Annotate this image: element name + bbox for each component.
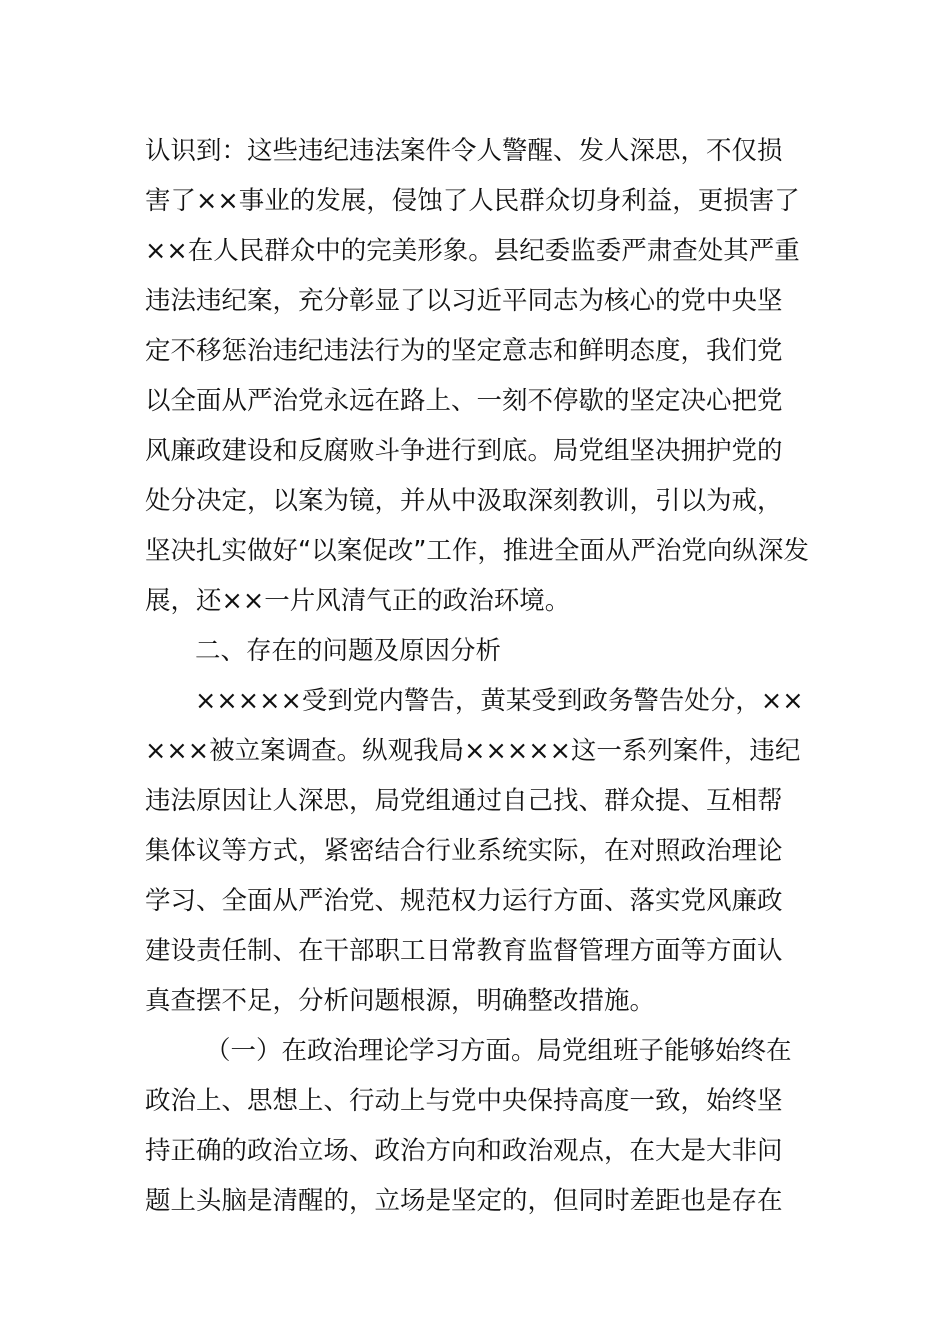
body-text-line: 违法违纪案，充分彰显了以习近平同志为核心的党中央坚 (145, 286, 783, 316)
body-text-line: 题上头脑是清醒的，立场是坚定的，但同时差距也是存在 (145, 1186, 783, 1216)
body-text-line: 违法原因让人深思，局党组通过自己找、群众提、互相帮 (145, 786, 783, 816)
body-text-line: 建设责任制、在干部职工日常教育监督管理方面等方面认 (145, 936, 783, 966)
body-text-line: ××在人民群众中的完美形象。县纪委监委严肃查处其严重 (145, 236, 800, 266)
body-text-line: 定不移惩治违纪违法行为的坚定意志和鲜明态度，我们党 (145, 336, 783, 366)
body-text-line: 学习、全面从严治党、规范权力运行方面、落实党风廉政 (145, 886, 783, 916)
body-text-line: 风廉政建设和反腐败斗争进行到底。局党组坚决拥护党的 (145, 436, 783, 466)
body-text-line: 坚决扎实做好“以案促改”工作，推进全面从严治党向纵深发 (145, 536, 809, 566)
body-text-line: ×××被立案调查。纵观我局×××××这一系列案件，违纪 (145, 736, 801, 766)
body-text-line: 害了××事业的发展，侵蚀了人民群众切身利益，更损害了 (145, 186, 800, 216)
section-heading: 二、存在的问题及原因分析 (195, 636, 502, 666)
body-text-line: 真查摆不足，分析问题根源，明确整改措施。 (145, 986, 656, 1016)
body-text-line: 以全面从严治党永远在路上、一刻不停歇的坚定决心把党 (145, 386, 783, 416)
body-text-line: 认识到：这些违纪违法案件令人警醒、发人深思，不仅损 (145, 136, 783, 166)
body-text-line: 持正确的政治立场、政治方向和政治观点，在大是大非问 (145, 1136, 783, 1166)
body-text-line: ×××××受到党内警告，黄某受到政务警告处分，×× (195, 686, 804, 716)
body-text-line: 集体议等方式，紧密结合行业系统实际，在对照政治理论 (145, 836, 783, 866)
body-text-line: 处分决定，以案为镜，并从中汲取深刻教训，引以为戒， (145, 486, 783, 516)
body-text-line: 展，还××一片风清气正的政治环境。 (145, 586, 571, 616)
subsection-heading: （一）在政治理论学习方面。局党组班子能够始终在 (205, 1036, 792, 1066)
body-text-line: 政治上、思想上、行动上与党中央保持高度一致，始终坚 (145, 1086, 783, 1116)
